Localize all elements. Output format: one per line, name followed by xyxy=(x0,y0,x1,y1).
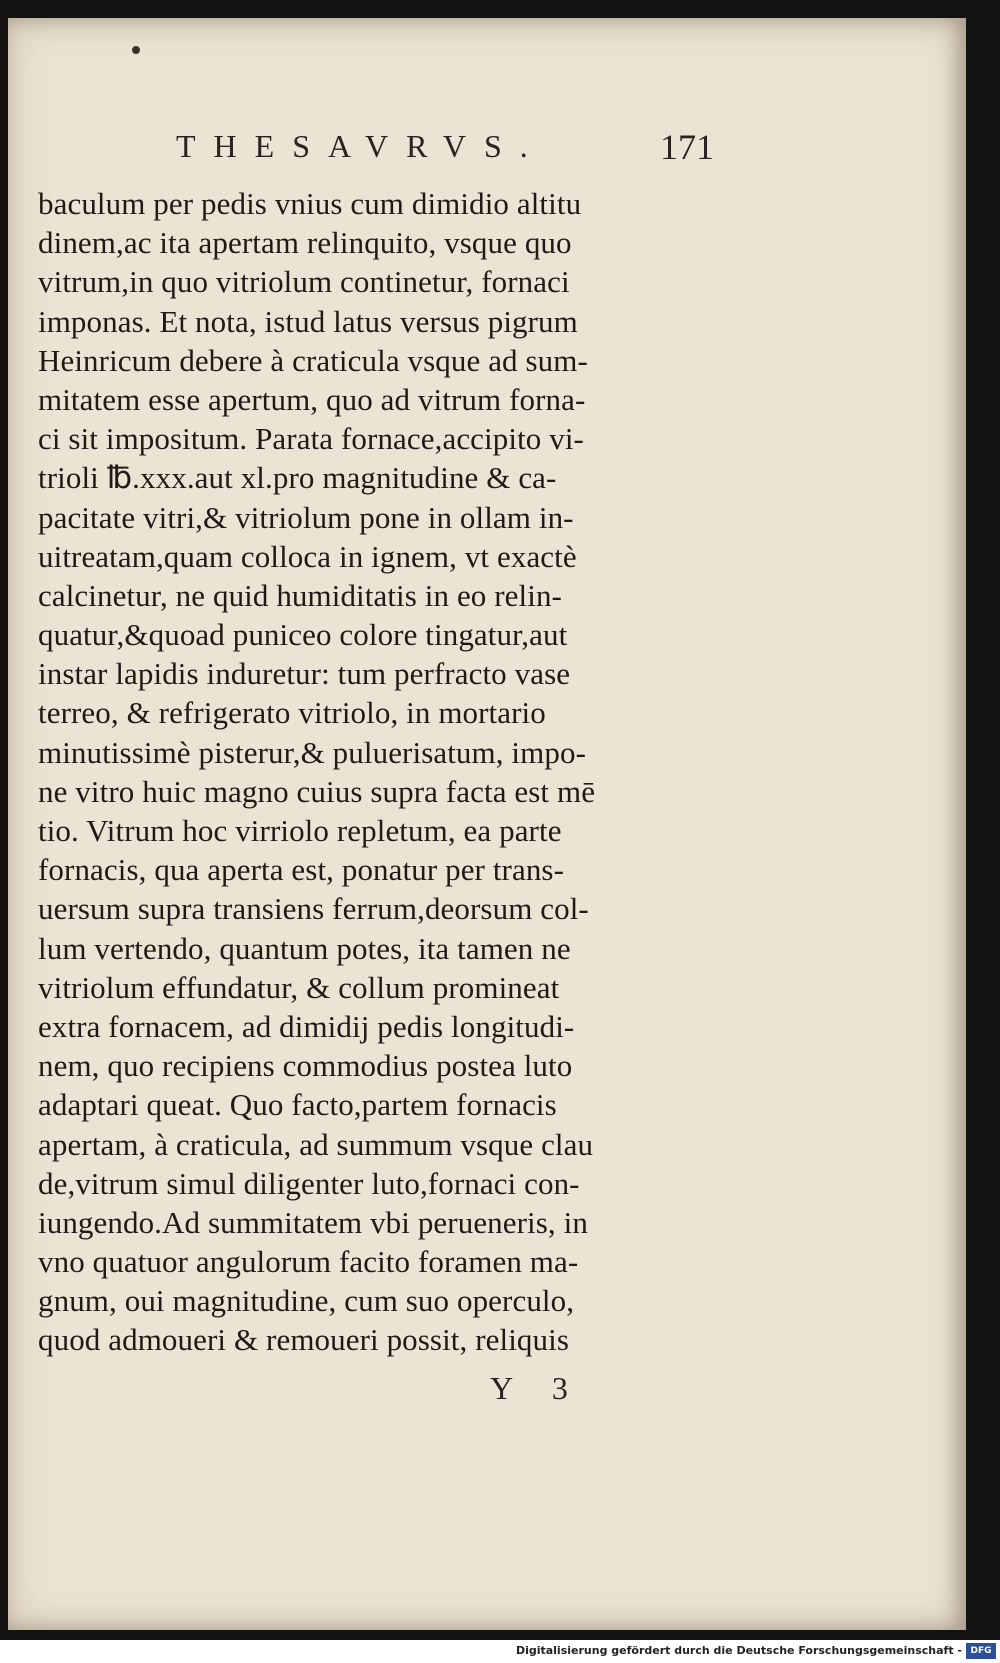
text-line: nem, quo recipiens commodius postea luto xyxy=(38,1048,573,1084)
text-line: lum vertendo, quantum potes, ita tamen ne xyxy=(38,930,571,966)
text-line: tio. Vitrum hoc virriolo repletum, ea parte xyxy=(38,813,562,848)
text-line: fornacis, qua aperta est, ponatur per trans- xyxy=(38,852,565,888)
footer-bar xyxy=(0,1640,1000,1663)
text-line: ci sit impositum. Parata fornace,accipito vi- xyxy=(38,421,584,457)
text-line: adaptari queat. Quo facto,partem fornacis xyxy=(38,1087,557,1123)
text-line: baculum per pedis vnius cum dimidio altitu xyxy=(38,186,582,221)
text-line: extra fornacem, ad dimidij pedis longitudi- xyxy=(38,1008,575,1044)
text-line: vno quatuor angulorum facito foramen ma- xyxy=(38,1244,579,1280)
text-line: vitrum,in quo vitriolum continetur, fornaci xyxy=(38,264,570,300)
book-page xyxy=(8,18,966,1630)
running-title: THESAVRVS. xyxy=(176,128,546,164)
text-line: minutissimè pisterur,& puluerisatum, impo- xyxy=(38,734,586,770)
dfg-logo: DFG xyxy=(966,1643,996,1659)
text-line: trioli ℔.xxx.aut xl.pro magnitudine & ca- xyxy=(38,460,557,496)
page-number: 171 xyxy=(660,127,714,167)
signature-mark: Y 3 xyxy=(490,1370,584,1406)
text-line: iungendo.Ad summitatem vbi perueneris, in xyxy=(38,1204,588,1240)
text-line: mitatem esse apertum, quo ad vitrum forna- xyxy=(38,381,586,417)
text-line: dinem,ac ita apertam relinquito, vsque quo xyxy=(38,225,572,261)
text-line: instar lapidis induretur: tum perfracto vase xyxy=(38,656,571,692)
text-line: uitreatam,quam colloca in ignem, vt exactè xyxy=(38,538,577,574)
text-line: imponas. Et nota, istud latus versus pigrum xyxy=(38,303,578,339)
text-line: apertam, à craticula, ad summum vsque clau xyxy=(38,1126,594,1162)
body-text xyxy=(38,184,738,1360)
ink-spot xyxy=(132,46,140,54)
text-line: ne vitro huic magno cuius supra facta est mē xyxy=(38,773,596,809)
text-line: quod admoueri & remoueri possit, reliquis xyxy=(38,1322,570,1358)
text-line: uersum supra transiens ferrum,deorsum col- xyxy=(38,891,589,927)
text-line: calcinetur, ne quid humiditatis in eo relin- xyxy=(38,577,562,613)
text-line: quatur,&quoad puniceo colore tingatur,aut xyxy=(38,617,568,653)
text-line: terreo, & refrigerato vitriolo, in mortario xyxy=(38,695,546,731)
text-line: de,vitrum simul diligenter luto,fornaci con- xyxy=(38,1165,580,1201)
text-line: vitriolum effundatur, & collum promineat xyxy=(38,969,560,1005)
text-line: pacitate vitri,& vitriolum pone in ollam in- xyxy=(38,499,574,535)
text-line: gnum, oui magnitudine, cum suo operculo, xyxy=(38,1283,575,1319)
text-line: Heinricum debere à craticula vsque ad sum- xyxy=(38,342,588,378)
funding-note: Digitalisierung gefördert durch die Deutsche Forschungsgemeinschaft - xyxy=(515,1644,962,1657)
